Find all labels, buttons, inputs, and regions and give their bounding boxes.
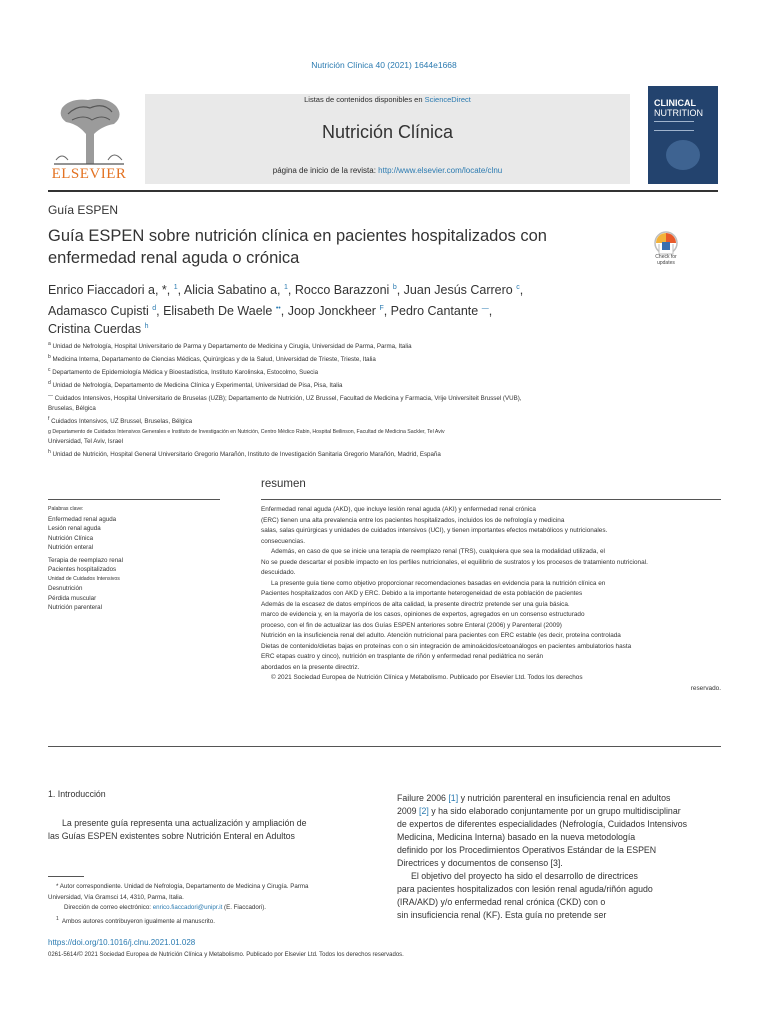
- email-label: Dirección de correo electrónico:: [64, 904, 153, 911]
- abstract-line: Nutrición en la insuficiencia renal del adulto. Atención nutricional para pacientes con ERC estable (es decir, proteína controlada: [261, 632, 621, 639]
- body-line: las Guías ESPEN existentes sobre Nutrición Enteral en Adultos: [48, 831, 295, 841]
- affiliation-text: Departamento de Epidemiología Médica y Bioestadística, Instituto Karolinska, Estocolmo, Suecia: [52, 369, 319, 377]
- publisher-logo: [48, 94, 130, 184]
- affiliation: [48, 339, 708, 352]
- affiliation-mark: f: [48, 416, 50, 423]
- author-list: [48, 280, 608, 337]
- cover-graphic: [666, 140, 700, 170]
- affiliation-text: Unidad de Nutrición, Hospital General Universitario Gregorio Marañón, Instituto de Investigación Sanitaria Gregorio Marañón, Madrid, España: [52, 451, 441, 459]
- affiliation-mark: a: [48, 341, 51, 347]
- abstract-line: (ERC) tienen una alta prevalencia entre los pacientes hospitalizados, incluidos los de nefrología y medicina: [261, 516, 565, 524]
- abstract-line: descuidado.: [261, 569, 296, 576]
- abstract-top-rule: [261, 499, 721, 500]
- keywords-label: Palabras clave:: [48, 506, 84, 512]
- author-affil-mark[interactable]: c: [516, 284, 520, 291]
- author-line: [48, 319, 608, 337]
- contents-availability: [145, 95, 630, 104]
- author-name: Cristina Cuerdas: [48, 322, 145, 337]
- author-name: , Pedro Cantante: [383, 304, 482, 319]
- header-divider: [48, 190, 718, 192]
- affiliation: [48, 437, 708, 447]
- crossmark-icon: [648, 230, 684, 256]
- body-line: de expertos de diferentes especialidades (Nefrología, Cuidados Intensivos: [397, 819, 687, 829]
- section-heading: 1. Introducción: [48, 789, 106, 799]
- affiliation-text: Cuidados Intensivos, UZ Brussel, Bruselas, Bélgica: [51, 418, 193, 426]
- abstract-line: ERC etapas cuatro y cinco), nutrición en trasplante de riñón y enfermedad renal pediátrica no serán: [261, 653, 544, 660]
- cover-text-lines: [654, 121, 694, 131]
- copyright-line-end: reservado.: [690, 684, 721, 692]
- cover-title-line2: NUTRITION: [654, 108, 703, 118]
- abstract-line: Pacientes hospitalizados con AKD y ERC. Debido a la importante heterogeneidad de esta población de pacientes: [261, 590, 583, 597]
- body-line: sin insuficiencia renal (KF). Esta guía no pretende ser: [397, 910, 607, 920]
- keyword: Terapia de reemplazo renal: [48, 556, 123, 564]
- affiliation-text: Medicina Interna, Departamento de Ciencias Médicas, Quirúrgicas y de la Salud, Universidad de Trieste, Trieste, Italia: [52, 356, 376, 364]
- affiliation: [48, 427, 708, 437]
- abstract-line: No se puede descartar el posible impacto en los perfiles nutricionales, el equilibrio de sustratos y los procesos de tratamiento nutricional.: [261, 558, 648, 566]
- abstract-line: Enfermedad renal aguda (AKD), que incluye lesión renal aguda (AKI) y enfermedad renal crónica: [261, 506, 536, 513]
- abstract-line: Además de la escasez de datos empíricos de alta calidad, la presente directriz pretende ser una guía básica.: [261, 600, 570, 608]
- check-for-updates-badge[interactable]: [648, 230, 684, 266]
- author-name: , Alicia Sabatino a,: [177, 283, 284, 298]
- affiliation: [48, 378, 708, 391]
- cover-title-line1: CLINICAL: [654, 98, 696, 108]
- journal-homepage: [145, 166, 630, 175]
- affiliation-mark: h: [48, 449, 51, 456]
- abstract-line: consecuencias.: [261, 537, 306, 545]
- body-column-right: [397, 792, 727, 922]
- corresponding-author-note: * Autor correspondiente. Unidad de Nefrología, Departamento de Medicina y Cirugía. Parma: [56, 883, 309, 890]
- body-text: Failure 2006: [397, 793, 449, 803]
- journal-header-band: [145, 94, 630, 184]
- author-line: [48, 301, 608, 319]
- abstract-line: salas, salas quirúrgicas y unidades de cuidados intensivos (UCI), y tienen importantes efectos metabólicos y nutricionales.: [261, 527, 608, 534]
- article-title-line: enfermedad renal aguda o crónica: [48, 249, 300, 267]
- body-line: El objetivo del proyecto ha sido el desarrollo de directrices: [411, 871, 638, 881]
- keywords-list: [48, 505, 220, 613]
- affiliation: [48, 414, 708, 427]
- equal-contribution-note: [48, 914, 348, 928]
- affiliation-text: Unidad de Nefrología, Hospital Universitario de Parma y Departamento de Medicina y Cirugía, Universidad de Parma, Parma, Italia: [52, 343, 412, 351]
- homepage-link[interactable]: http://www.elsevier.com/locate/clnu: [378, 166, 503, 175]
- abstract-heading: resumen: [261, 478, 306, 490]
- abstract-line: La presente guía tiene como objetivo proporcionar recomendaciones basadas en evidencia para la nutrición clínica en: [271, 579, 606, 587]
- author-affil-mark[interactable]: 1: [283, 284, 288, 291]
- author-name: , Rocco Barazzoni: [287, 283, 393, 298]
- body-column-left: [48, 788, 348, 843]
- abstract-line: Además, en caso de que se inicie una terapia de reemplazo renal (TRS), cualquiera que sea la modalidad utilizada, el: [271, 548, 605, 555]
- body-line: (IRA/AKD) y/o enfermedad renal crónica (CKD) con o: [397, 897, 606, 907]
- author-affil-mark[interactable]: —: [481, 305, 489, 313]
- author-affil-mark[interactable]: ••: [275, 305, 281, 313]
- email-note: [48, 903, 348, 914]
- affiliation-text: g Departamento de Cuidados Intensivos Generales e Instituto de Investigación en Nutrición, Centro Médico Rabin, Hospital Beilinson, Facultad de Medicina Sackler, Tel Aviv: [48, 429, 445, 436]
- publisher-name: ELSEVIER: [51, 166, 127, 182]
- author-affil-mark[interactable]: F: [379, 305, 384, 313]
- contents-availability-text: Listas de contenidos disponibles en: [304, 95, 425, 104]
- equal-contribution-mark: 1: [56, 915, 59, 922]
- author-affil-mark[interactable]: 1: [173, 284, 178, 291]
- abstract-line: Dietas de contenido/dietas bajas en proteínas con o sin integración de aminoácidos/cetoanálogos en pacientes ambulatorios hasta: [261, 642, 632, 650]
- body-line: La presente guía representa una actualización y ampliación de: [62, 818, 307, 828]
- body-text: y ha sido elaborado conjuntamente por un grupo multidisciplinar: [428, 806, 681, 816]
- affiliation: [48, 447, 708, 460]
- author-name: Enrico Fiaccadori a, *,: [48, 283, 174, 298]
- abstract-line: proceso, con el fin de actualizar las dos Guías ESPEN anteriores sobre Enteral (2006) y Parenteral (2009): [261, 621, 562, 629]
- abstract-bottom-rule: [48, 746, 721, 747]
- keyword: Nutrición Clínica: [48, 534, 94, 542]
- keyword: Desnutrición: [48, 585, 83, 592]
- abstract-line: abordados en la presente directriz.: [261, 663, 360, 671]
- article-title-line: Guía ESPEN sobre nutrición clínica en pacientes hospitalizados con: [48, 227, 547, 245]
- author-name: Adamasco Cupisti: [48, 304, 153, 319]
- author-name: , Elisabeth De Waele: [156, 304, 276, 319]
- footnotes: [48, 882, 348, 927]
- affiliation-mark: —: [48, 393, 53, 400]
- affiliation: [48, 352, 708, 365]
- author-affil-mark[interactable]: h: [144, 323, 149, 331]
- body-line: para pacientes hospitalizados con lesión renal aguda/riñón agudo: [397, 884, 653, 894]
- keyword: Lesión renal aguda: [48, 525, 101, 532]
- abstract-body: [261, 505, 721, 694]
- body-text: y nutrición parenteral en insuficiencia renal en adultos: [458, 793, 671, 803]
- abstract-line: marco de evidencia y, en la mayoría de los casos, opiniones de expertos, agregados en un consenso estructurado: [261, 611, 585, 618]
- journal-citation[interactable]: Nutrición Clínica 40 (2021) 1644e1668: [311, 60, 457, 70]
- body-line: [397, 805, 727, 818]
- affiliation-mark: d: [48, 380, 51, 387]
- author-separator: ,: [519, 283, 524, 298]
- affiliation: [48, 404, 708, 414]
- affiliation-text: Cuidados Intensivos, Hospital Universitario de Bruselas (UZB); Departamento de Nutrición, UZ Brussel, Facultad de Medicina y Farmacia, Vrije Universiteit Brussel (VUB),: [54, 395, 522, 403]
- author-line: [48, 280, 608, 298]
- issn-copyright: 0261-5614/© 2021 Sociedad Europea de Nutrición Clínica y Metabolismo. Publicado por Elsevier Ltd. Todos los derechos reservados.: [48, 952, 404, 958]
- journal-cover[interactable]: [648, 86, 718, 184]
- keyword: Pérdida muscular: [48, 594, 97, 602]
- affiliations: [48, 339, 708, 460]
- affiliation: [48, 365, 708, 378]
- reference-link[interactable]: [2]: [419, 806, 429, 816]
- email-link[interactable]: enrico.fiaccadori@unipr.it: [152, 904, 223, 911]
- doi-link[interactable]: https://doi.org/10.1016/j.clnu.2021.01.028: [48, 938, 196, 947]
- journal-name: Nutrición Clínica: [321, 122, 454, 142]
- body-text: 2009: [397, 806, 420, 816]
- keyword: Enfermedad renal aguda: [48, 515, 117, 523]
- homepage-label: página de inicio de la revista:: [272, 166, 379, 175]
- author-name: , Juan Jesús Carrero: [396, 283, 517, 298]
- affiliation-text: Unidad de Nefrología, Departamento de Medicina Clínica y Experimental, Universidad de Pisa, Pisa, Italia: [52, 382, 343, 390]
- author-affil-mark[interactable]: b: [392, 284, 397, 291]
- check-for-updates-label: Check for updates: [655, 254, 677, 266]
- affiliation: [48, 391, 708, 404]
- body-line: Medicina, Medicina Interna) basado en la nueva metodología: [397, 832, 636, 842]
- affiliation-mark: c: [48, 367, 51, 374]
- sciencedirect-link[interactable]: ScienceDirect: [424, 95, 471, 104]
- author-separator: ,: [488, 304, 493, 319]
- equal-contribution-text: Ambos autores contribuyeron igualmente al manuscrito.: [61, 917, 215, 925]
- footnote-rule: [48, 876, 84, 877]
- body-line: [397, 792, 727, 805]
- keyword: Pacientes hospitalizados: [48, 566, 117, 573]
- affiliation-text: Universidad, Tel Aviv, Israel: [48, 438, 123, 446]
- article-title: [48, 225, 608, 269]
- body-line: definido por los Procedimientos Operativos Estándar de la ESPEN: [397, 845, 657, 855]
- author-name: , Joop Jonckheer: [280, 304, 380, 319]
- keywords-top-rule: [48, 499, 220, 500]
- keyword: Unidad de Cuidados Intensivos: [48, 575, 120, 582]
- email-suffix: (E. Fiaccadori).: [222, 904, 266, 911]
- tree-icon: [48, 94, 130, 166]
- affiliation-mark: b: [48, 354, 51, 361]
- body-line: Directrices y documentos de consenso [3].: [397, 858, 563, 868]
- author-affil-mark[interactable]: d: [152, 305, 157, 313]
- keyword: Nutrición enteral: [48, 544, 94, 551]
- copyright-line: © 2021 Sociedad Europea de Nutrición Clínica y Metabolismo. Publicado por Elsevier Ltd. Todos los derechos: [271, 674, 583, 681]
- corresponding-author-address: Universidad, Vía Gramsci 14, 4310, Parma, Italia.: [48, 893, 184, 901]
- affiliation-text: Bruselas, Bélgica: [48, 405, 96, 413]
- article-type: Guía ESPEN: [48, 203, 119, 217]
- keyword: Nutrición parenteral: [48, 604, 102, 611]
- reference-link[interactable]: [1]: [448, 793, 459, 803]
